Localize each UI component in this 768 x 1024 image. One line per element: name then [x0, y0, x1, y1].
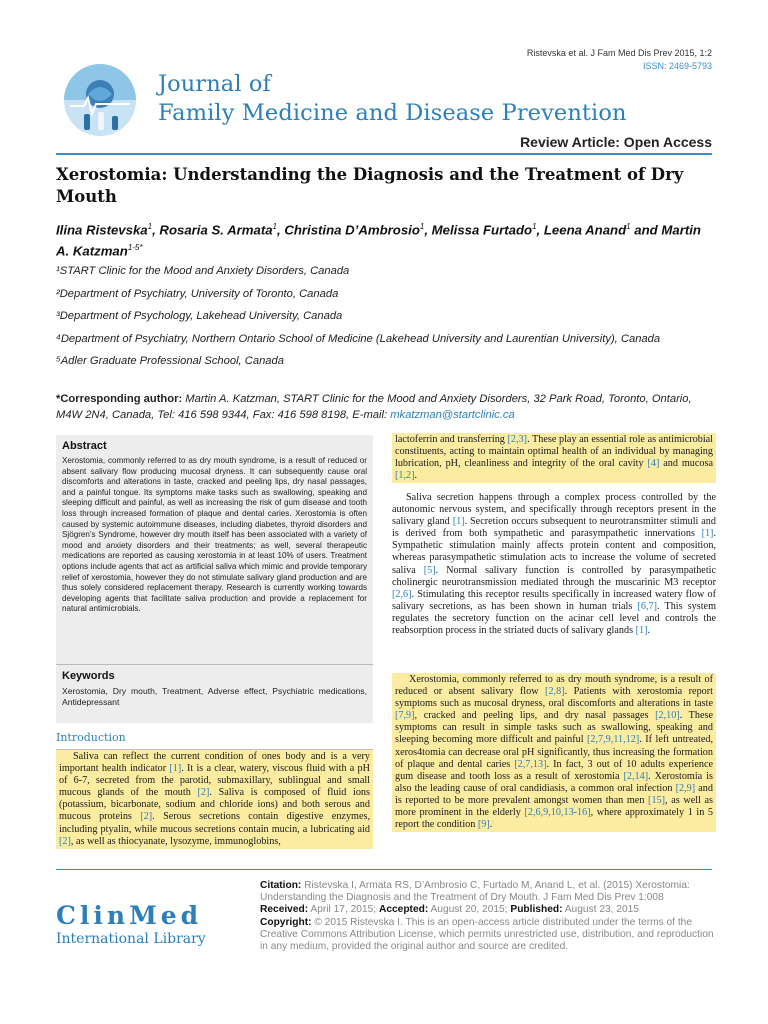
corresponding-author [56, 392, 716, 423]
reference-link[interactable]: [15] [648, 794, 666, 806]
reference-link[interactable]: [7,9] [395, 710, 415, 722]
abstract-heading: Abstract [62, 440, 107, 452]
header-divider [56, 153, 712, 155]
paragraph-text: , where approximately 1 in 5 report the condition [395, 807, 713, 831]
received-date: April 17, 2015; [310, 904, 377, 916]
published-date: August 23, 2015 [564, 904, 639, 916]
article-info [260, 880, 716, 953]
reference-link[interactable]: [2,7,13] [514, 758, 547, 770]
paragraph-text: . [414, 470, 418, 482]
abstract-box [56, 435, 373, 723]
paragraph-text: . Stimulating this receptor results specifically in increased watery flow of salivary secretions, as has been shown in human trials [392, 588, 716, 612]
affiliation: ²Department of Psychiatry, University of Toronto, Canada [56, 287, 339, 300]
paragraph-text: . [647, 625, 651, 637]
reference-link[interactable]: [2] [197, 787, 210, 799]
keywords-heading: Keywords [62, 670, 115, 682]
paragraph-text: . Patients with xerostomia report symptoms such as mucosal dryness, oral discomforts and alterations in taste [395, 686, 713, 710]
paragraph-text: . These symptoms can result in simple tasks such as swallowing, speaking and sleeping becoming more difficult and painful [395, 710, 714, 746]
reference-link[interactable]: [2,8] [545, 686, 565, 698]
introduction-paragraph [392, 673, 716, 832]
reference-link[interactable]: [1] [452, 516, 465, 528]
reference-link[interactable]: [2,10] [655, 710, 680, 722]
author-list: Ilina Ristevska$^1$, Rosaria S. Armata$^1$, Christina D’Ambrosio$^1$, Melissa Furtado$^1$, Leena Anand$^1$ and Martin A. Katzman$^{1-5*}$ [56, 222, 701, 259]
paragraph-text: . Xerostomia is also the leading cause of oral candidiasis, a common oral infection [395, 770, 713, 794]
journal-title-line1: Journal of [158, 71, 271, 97]
received-label: Received: [260, 904, 309, 916]
citation-label: Citation: [260, 880, 302, 891]
reference-link[interactable]: [1] [701, 528, 714, 540]
author-affiliation-marker: 1 [532, 222, 537, 231]
paragraph-text: . If left untreated, xeros4tomia can decrease oral pH significantly, thus increasing the formation of plaque and dental caries [395, 734, 713, 770]
affiliation: ⁴Department of Psychiatry, Northern Ontario School of Medicine (Lakehead University and Laurentian University), Canada [56, 332, 661, 345]
paragraph-text: and mucosa [659, 458, 713, 470]
author-affiliation-marker: 1-5* [127, 243, 143, 253]
copyright-label: Copyright: [260, 916, 312, 928]
author-name: Martin A. Katzman [56, 222, 701, 259]
paragraph-text: Saliva can reflect the current condition of ones body and is a very important health indicator [59, 751, 370, 775]
affiliation: ¹START Clinic for the Mood and Anxiety Disorders, Canada [56, 265, 350, 277]
reference-link[interactable]: [6,7] [637, 600, 657, 612]
reference-link[interactable]: [2,3] [507, 434, 528, 445]
accepted-label: Accepted: [378, 904, 429, 916]
introduction-paragraph [56, 750, 373, 849]
reference-link[interactable]: [2] [59, 835, 71, 847]
affiliation: ³Department of Psychology, Lakehead University, Canada [56, 310, 343, 322]
issn: ISSN: 2469-5793 [642, 61, 712, 71]
affiliation-list [56, 264, 716, 377]
reference-link[interactable]: [1,2] [395, 470, 415, 482]
paragraph-text: . These play an essential role as antimicrobial constituents, acting to maintain optimal health of an individual by managing lubrication, pH, cleanliness and integrity of the oral cavity [395, 434, 713, 470]
paragraph-text: and is reported to be more prevalent amongst women than men [395, 782, 713, 806]
author-affiliation-marker: 1 [419, 222, 425, 231]
introduction-paragraph [392, 433, 716, 483]
author-name: Melissa Furtado [431, 222, 533, 238]
paragraph-text: , cracked and peeling lips, and dry nasal passages [414, 710, 656, 722]
copyright-text: © 2015 Ristevska I. This is an open-access article distributed under the terms of the Creative Commons Attribution License, which permits unrestricted use, distribution, and reproduction in any medium, provided the original author and source are credited. [260, 916, 714, 953]
accepted-date: August 20, 2015; [430, 904, 508, 916]
reference-link[interactable]: [9] [477, 819, 490, 831]
citation-text: Ristevska I, Armata RS, D’Ambrosio C, Furtado M, Anand L, et al. (2015) Xerostomia: Understanding the Diagnosis and the Treatment of Dry Mouth. J Fam Med Dis Prev 1:008 [260, 880, 690, 904]
introduction-heading: Introduction [56, 731, 126, 744]
reference-link[interactable]: [4] [647, 458, 660, 470]
paragraph-text: . [489, 819, 493, 831]
paragraph-text: , as well as thiocyanate, lysozyme, immunoglobins, [70, 835, 281, 847]
paragraph-text: . It is a clear, watery, viscous fluid with a pH of 6-7, secreted from the parotid, submaxillary, sublingual and small mucous glands of the mouth [59, 763, 370, 799]
introduction-paragraph [392, 492, 716, 637]
dates-block [260, 904, 716, 916]
reference-link[interactable]: [2,6,9,10,13-16] [524, 807, 591, 819]
paragraph-text: Saliva secretion happens through a complex process controlled by the autonomic nervous system, and specifically through receptors present in the salivary gland [392, 492, 716, 528]
article-type: Review Article: Open Access [520, 134, 712, 150]
keywords-divider [56, 664, 373, 665]
journal-title [158, 70, 627, 128]
abstract-text: Xerostomia, commonly referred to as dry mouth syndrome, is a result of reduced or absent salivary flow producing mucosal dryness. It can subsequently cause oral discomforts and alterations in taste, cracked and peeling lips, dry nasal passages, and a painful tongue. Its symptoms make tasks such as swallowing, speaking and sleeping difficult and painful, as well as increasing the risk of gum disease and tooth loss through increased formation of plaque and dental caries. Xerostomia is often caused by systemic autoimmune diseases, including diabetes, thyroid disorders and Sjögren’s Syndrome, however dry mouth itself has been associated with a variety of mood and anxiety disorders and their treatments; as well, several therapeutic medications are reported as causing xerostomia in at least 10% of users. Treatment options include agents that act as artificial saliva which mimic and provide temporary relief of xerostomia, however they do not stimulate salivary gland production and are thus solely considered replacement therapy. Research is currently working towards developing agents that facilitate saliva production and provide a replacement for natural antimicrobials. [62, 456, 367, 614]
paragraph-text: , as well as more prominent in the elderly [395, 794, 713, 819]
author-name: Christina D’Ambrosio [284, 222, 420, 238]
affiliation: ⁵Adler Graduate Professional School, Canada [56, 355, 284, 367]
reference-link[interactable]: [2,14] [623, 770, 649, 782]
reference-link[interactable]: [2] [140, 811, 153, 823]
reference-link[interactable]: [1] [169, 763, 182, 775]
author-name: Ilina Ristevska [56, 222, 148, 238]
clinmed-logo-subtitle: International Library [56, 931, 206, 947]
journal-title-line2: Family Medicine and Disease Prevention [158, 100, 627, 126]
reference-link[interactable]: [1] [635, 625, 648, 637]
citation-block [260, 880, 716, 904]
paragraph-text: . Saliva is composed of fluid ions (potassium, bicarbonate, sodium and chloride ions) and both serous and mucous proteins [59, 787, 370, 823]
paragraph-text: . Sympathetic stimulation mainly affects protein content and composition, whereas parasympathetic stimulation acts to increase the volume of secreted saliva [392, 528, 716, 576]
paragraph-text: lactoferrin and transferring [395, 434, 508, 445]
paragraph-text: . Normal salivary function is controlled by parasympathetic cholinergic neurotransmission mediated through the muscarinic M3 receptor [392, 564, 717, 588]
footer-divider [56, 869, 712, 870]
corresponding-email-link[interactable]: mkatzman@startclinic.ca [390, 408, 515, 421]
author-name: Rosaria S. Armata [159, 222, 273, 238]
author-affiliation-marker: 1 [147, 222, 153, 231]
reference-link[interactable]: [2,6] [392, 588, 412, 600]
corresponding-author-details: Martin A. Katzman, START Clinic for the Mood and Anxiety Disorders, 32 Park Road, Toronto, Ontario, M4W 2N4, Canada, Tel: 416 598 9344, Fax: 416 598 8198, E-mail: [56, 393, 692, 421]
journal-logo [64, 64, 136, 136]
article-title: Xerostomia: Understanding the Diagnosis and the Treatment of Dry Mouth [56, 165, 684, 206]
paragraph-text: . Serous secretions contain digestive enzymes, including ptyalin, while mucous secretions contain mucin, a lubricating aid [59, 811, 370, 835]
corresponding-author-label: *Corresponding author: [56, 393, 183, 405]
paragraph-text: . In fact, 3 out of 10 adults experience gum disease and tooth loss as a result of xerostomia [395, 758, 713, 782]
citation-line: Ristevska et al. J Fam Med Dis Prev 2015, 1:2 [526, 48, 712, 58]
keywords-text: Xerostomia, Dry mouth, Treatment, Adverse effect, Psychiatric medications, Antidepressant [62, 686, 367, 707]
published-label: Published: [510, 904, 563, 916]
reference-link[interactable]: [5] [423, 564, 436, 576]
reference-link[interactable]: [2,7,9,11,12] [587, 734, 640, 746]
clinmed-logo: ClinMed [56, 901, 203, 930]
author-affiliation-marker: 1 [272, 222, 277, 231]
paragraph-text: Xerostomia, commonly referred to as dry mouth syndrome, is a result of reduced or absent salivary flow [395, 674, 713, 698]
reference-link[interactable]: [2,9] [675, 782, 696, 794]
author-affiliation-marker: 1 [626, 222, 631, 231]
paragraph-text: . Secretion occurs subsequent to neurotransmitter stimuli and is derived from both sympathetic and parasympathetic innervations [392, 516, 716, 540]
copyright-block [260, 917, 716, 954]
paragraph-text: . This system regulates the secretory function on the acinar cell level and controls the reabsorption process in the striated ducts of salivary glands [392, 600, 716, 637]
author-name: Leena Anand [543, 222, 627, 238]
